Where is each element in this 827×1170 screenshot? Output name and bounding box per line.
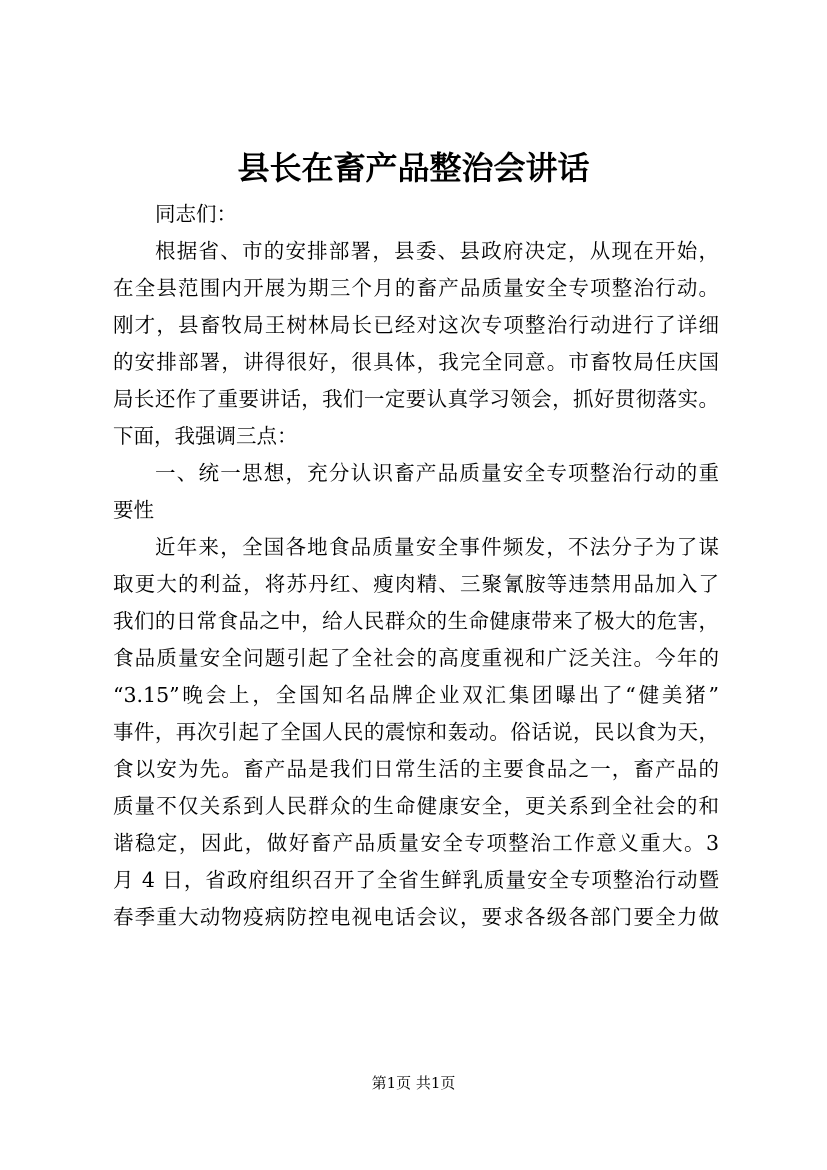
paragraph-line: 刚才，县畜牧局王树林局长已经对这次专项整治行动进行了详细 xyxy=(113,313,719,337)
paragraph-line: 取更大的利益，将苏丹红、瘦肉精、三聚氰胺等违禁用品加入了 xyxy=(113,572,719,596)
paragraph-line: 质量不仅关系到人民群众的生命健康安全，更关系到全社会的和 xyxy=(113,794,719,818)
paragraph-line: 局长还作了重要讲话，我们一定要认真学习领会，抓好贯彻落实。 xyxy=(113,387,719,411)
document-body xyxy=(113,196,719,936)
document-title: 县长在畜产品整治会讲话 xyxy=(237,149,590,187)
paragraph-line: 月 4 日，省政府组织召开了全省生鲜乳质量安全专项整治行动暨 xyxy=(113,868,719,892)
paragraph-line: 在全县范围内开展为期三个月的畜产品质量安全专项整治行动。 xyxy=(113,276,719,300)
paragraph-line: “3.15”晚会上，全国知名品牌企业双汇集团曝出了“健美猪” xyxy=(113,683,719,707)
paragraph-line: 我们的日常食品之中，给人民群众的生命健康带来了极大的危害， xyxy=(113,609,719,633)
page-number-footer: 第1页 共1页 xyxy=(371,1074,456,1092)
paragraph-line: 近年来，全国各地食品质量安全事件频发，不法分子为了谋 xyxy=(155,535,719,559)
section-heading-line: 要性 xyxy=(113,498,154,522)
paragraph-line: 根据省、市的安排部署，县委、县政府决定，从现在开始， xyxy=(155,239,719,263)
paragraph-line: 食品质量安全问题引起了全社会的高度重视和广泛关注。今年的 xyxy=(113,646,719,670)
section-heading-line: 一、统一思想，充分认识畜产品质量安全专项整治行动的重 xyxy=(155,461,719,485)
paragraph-line: 的安排部署，讲得很好，很具体，我完全同意。市畜牧局任庆国 xyxy=(113,350,719,374)
paragraph-line: 食以安为先。畜产品是我们日常生活的主要食品之一，畜产品的 xyxy=(113,757,719,781)
paragraph-line: 春季重大动物疫病防控电视电话会议，要求各级各部门要全力做 xyxy=(113,905,719,929)
salutation: 同志们： xyxy=(155,202,237,226)
paragraph-line: 下面，我强调三点： xyxy=(113,424,298,448)
paragraph-line: 谐稳定，因此，做好畜产品质量安全专项整治工作意义重大。3 xyxy=(113,831,719,855)
paragraph-line: 事件，再次引起了全国人民的震惊和轰动。俗话说，民以食为天， xyxy=(113,720,719,744)
